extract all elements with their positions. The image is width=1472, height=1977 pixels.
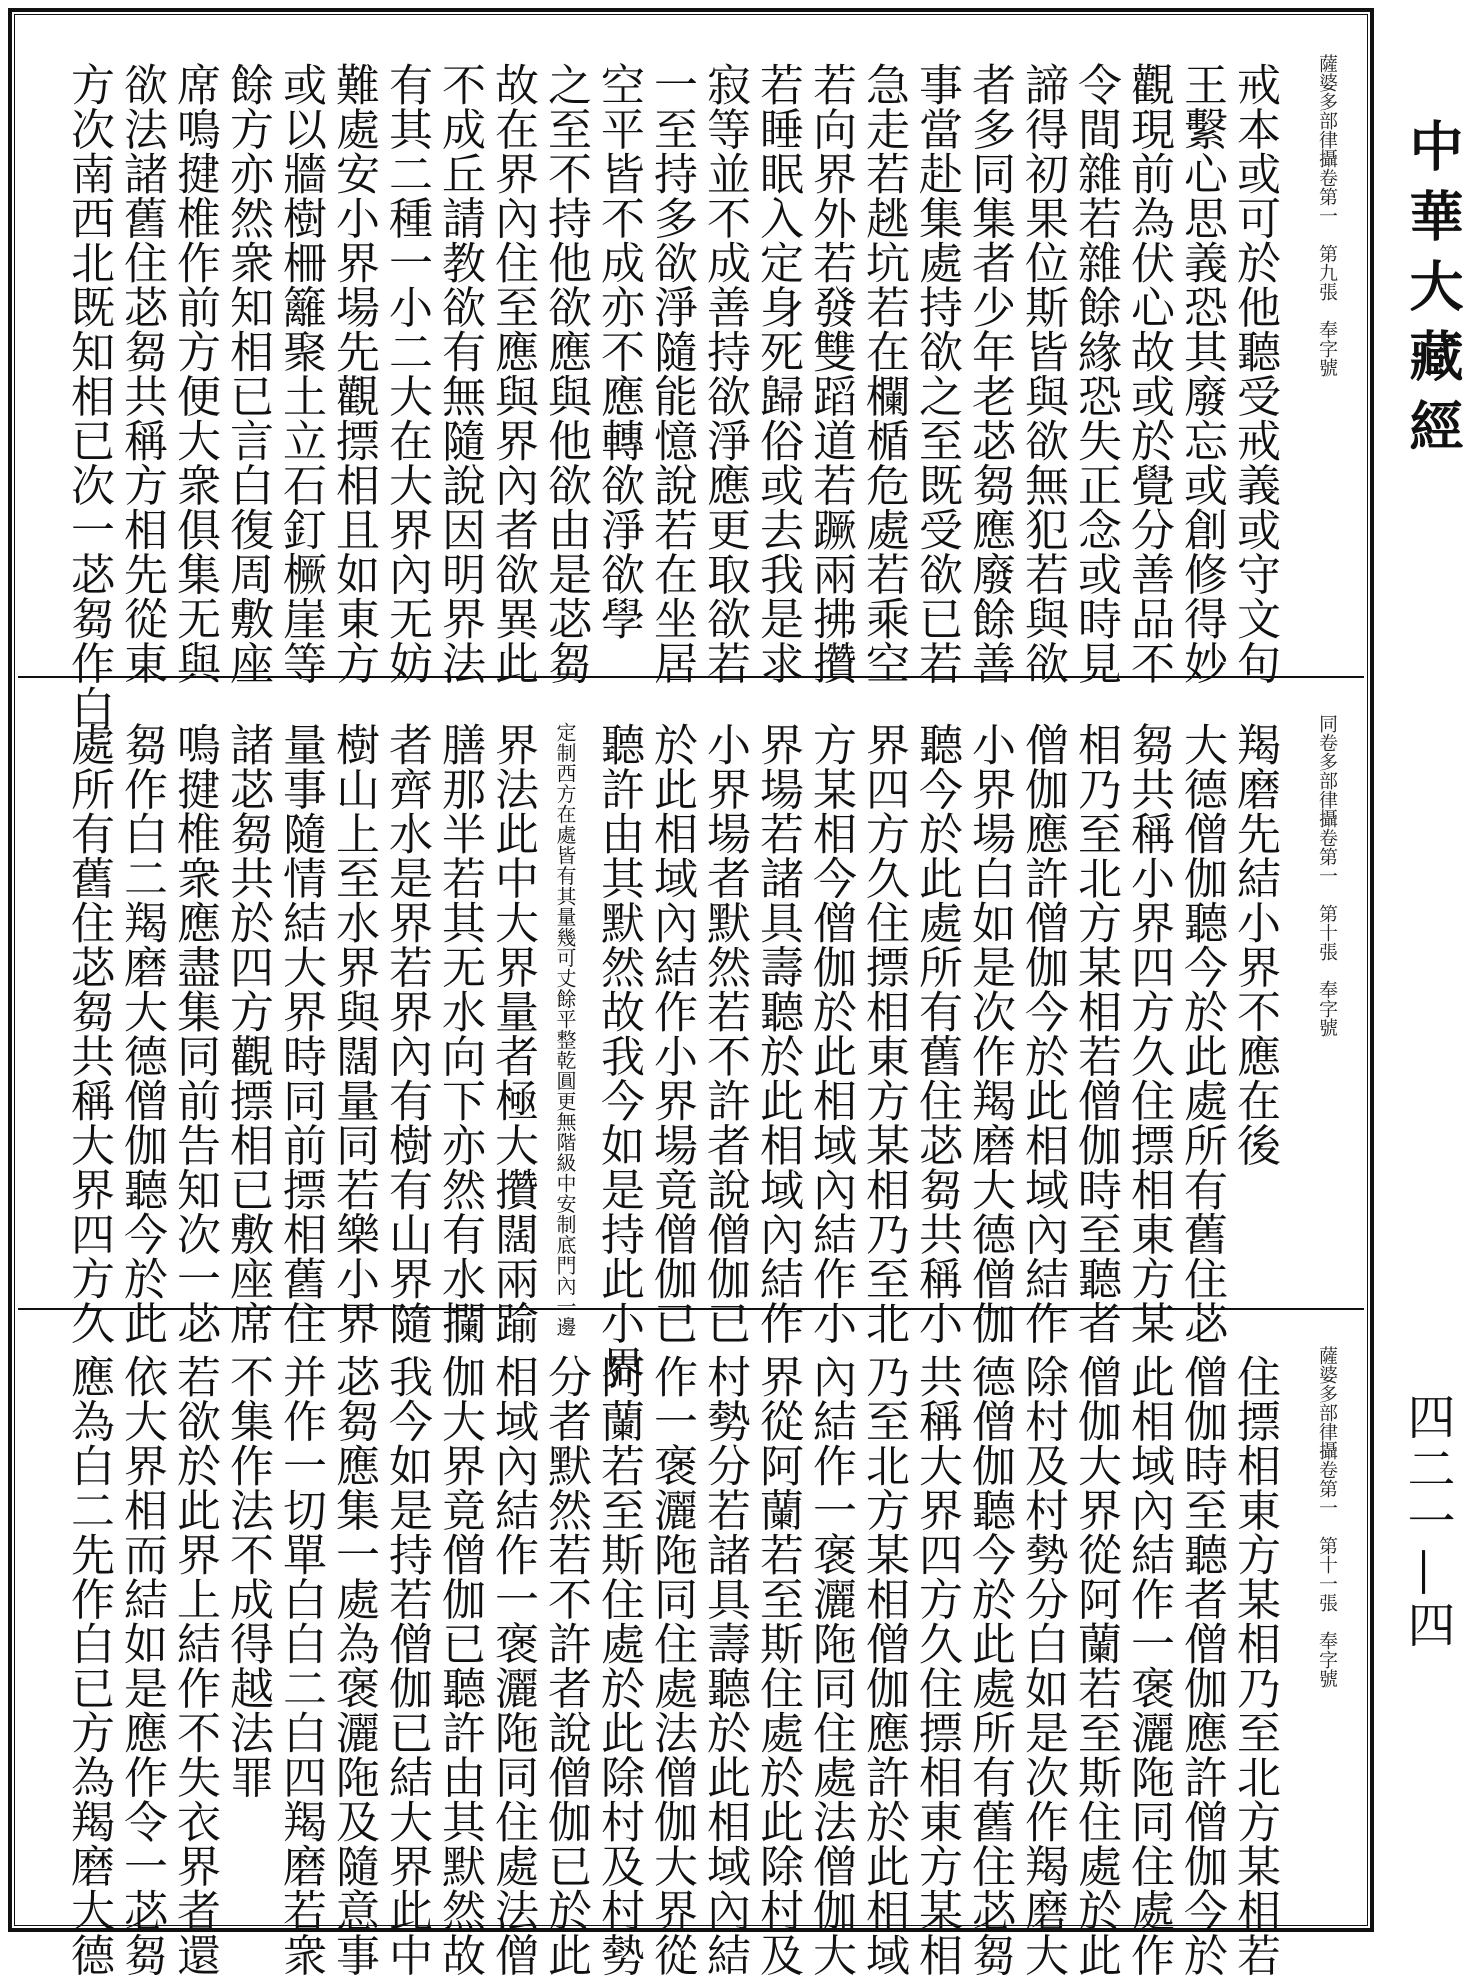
text-column: 小界場白如是次作羯磨大德僧伽 (964, 722, 1015, 1345)
text-column: 小界場者默然若不許者說僧伽已 (699, 722, 750, 1345)
text-column: 我今如是持若僧伽已結大界此中 (381, 1354, 432, 1977)
margin-note: 同卷多部律攝卷第一 第十張 奉字號 (1316, 714, 1338, 1037)
text-column: 王繫心思義恐其廢忘或創修得妙 (1176, 62, 1227, 685)
text-column: 界從阿蘭若至斯住處於此除村及 (752, 1354, 803, 1977)
register-middle (18, 676, 1364, 1390)
text-column: 諦得初果位斯皆與欲無犯若與欲 (1017, 62, 1068, 685)
text-column: 急走若趒坑若在欄楯危處若乘空 (858, 62, 909, 685)
text-column: 界場若諸具壽聽於此相域內結作 (752, 722, 803, 1345)
text-column: 之至不持他欲應與他欲由是苾芻 (540, 62, 591, 685)
text-column: 相乃至北方某相若僧伽時至聽者 (1070, 722, 1121, 1345)
text-column: 村勢分若諸具壽聽於此相域內結 (699, 1354, 750, 1977)
text-column: 有其二種一小二大在大界內无妨 (381, 62, 432, 685)
text-column: 者齊水是界若界內有樹有山界隨 (381, 722, 432, 1345)
text-column: 內結作一褒灑陁同住處法僧伽大 (805, 1354, 856, 1977)
text-column: 定制西方在處皆有其量幾可丈餘平整乾圓更無階級中安制底門內一邊 (553, 722, 577, 1337)
text-column: 若向界外若發雙蹈道若蹶兩拂攢 (805, 62, 856, 685)
text-column: 德僧伽聽今於此處所有舊住苾芻 (964, 1354, 1015, 1977)
text-column: 欲法諸舊住苾芻共稱方相先從東 (116, 62, 167, 685)
register-top (18, 18, 1364, 730)
text-column: 不成丘請教欲有無隨說因明界法 (434, 62, 485, 685)
margin-note: 薩婆多部律攝卷第一 第九張 奉字號 (1316, 54, 1338, 377)
text-column: 此相域內結作一褒灑陁同住處作 (1123, 1354, 1174, 1977)
text-column: 分者默然若不許者說僧伽已於此 (540, 1354, 591, 1977)
text-column: 住摽相東方某相乃至北方某相若 (1229, 1354, 1280, 1977)
text-column: 寂等並不成善持欲淨應更取欲若 (699, 62, 750, 685)
text-column: 依大界相而結如是應作令一苾芻 (116, 1354, 167, 1977)
register-bottom (18, 1308, 1364, 1977)
margin-note: 薩婆多部律攝卷第一 第十一張 奉字號 (1316, 1346, 1338, 1688)
text-column: 聽今於此處所有舊住苾芻共稱小 (911, 722, 962, 1345)
text-column: 芻共稱小界四方久住摽相東方某 (1123, 722, 1174, 1345)
text-column: 僧伽應許僧伽今於此相域內結作 (1017, 722, 1068, 1345)
text-column: 共稱大界四方久住摽相東方某相 (911, 1354, 962, 1977)
text-column: 作一褒灑陁同住處法僧伽大界從 (646, 1354, 697, 1977)
text-column: 鳴揵椎衆應盡集同前告知次一苾 (169, 722, 220, 1345)
text-column: 處所有舊住苾芻共稱大界四方久 (63, 722, 114, 1345)
text-column: 并作一切單白白二白四羯磨若衆 (275, 1354, 326, 1977)
text-column: 不集作法不成得越法罪 (222, 1354, 273, 1799)
text-column: 觀現前為伏心故或於覺分善品不 (1123, 62, 1174, 685)
text-column: 空平皆不成亦不應轉欲淨欲學 (593, 62, 644, 641)
text-column: 乃至北方某相僧伽應許於此相域 (858, 1354, 909, 1977)
text-column: 餘方亦然衆知相已言白復周敷座 (222, 62, 273, 685)
text-column: 或以牆樹柵籬聚土立石釘橛崖等 (275, 62, 326, 685)
page-number: 四二一—四 (1399, 1392, 1455, 1652)
text-column: 大德僧伽聽今於此處所有舊住苾 (1176, 722, 1227, 1345)
text-column: 界四方久住摽相東方某相乃至北 (858, 722, 909, 1345)
text-column: 苾芻應集一處為褒灑陁及隨意事 (328, 1354, 379, 1977)
text-columns (64, 1354, 1278, 1977)
text-column: 故在界內住至應與界內者欲異此 (487, 62, 538, 685)
text-column: 諸苾芻共於四方觀摽相已敷座席 (222, 722, 273, 1345)
text-column: 若睡眠入定身死歸俗或去我是求 (752, 62, 803, 685)
text-column: 量事隨情結大界時同前摽相舊住 (275, 722, 326, 1345)
text-column: 僧伽大界從阿蘭若至斯住處於此 (1070, 1354, 1121, 1977)
text-column: 一至持多欲淨隨能憶說若在坐居 (646, 62, 697, 685)
text-column: 事當赴集處持欲之至既受欲已若 (911, 62, 962, 685)
text-column: 應為白二先作白已方為羯磨大德 (63, 1354, 114, 1977)
text-column: 聽許由其默然故我今如是持此小界 (593, 722, 644, 1390)
text-column: 席鳴揵椎作前方便大衆俱集无與 (169, 62, 220, 685)
text-column: 若欲於此界上結作不失衣界者還 (169, 1354, 220, 1977)
text-column: 樹山上至水界與闊量同若樂小界 (328, 722, 379, 1345)
text-column: 膳那半若其无水向下亦然有水攔 (434, 722, 485, 1345)
text-column: 方次南西北既知相已次一苾芻作白 (63, 62, 114, 730)
text-column: 者多同集者少年老苾芻應廢餘善 (964, 62, 1015, 685)
text-column: 羯磨先結小界不應在後 (1229, 722, 1280, 1167)
text-column: 界法此中大界量者極大攢闊兩踰 (487, 722, 538, 1345)
text-column: 難處安小界場先觀摽相且如東方 (328, 62, 379, 685)
text-columns (64, 722, 1278, 1390)
text-column: 阿蘭若至斯住處於此除村及村勢 (593, 1354, 644, 1977)
text-column: 方某相今僧伽於此相域內結作小 (805, 722, 856, 1345)
text-columns (64, 62, 1278, 730)
text-column: 令間雜若雜餘緣恐失正念或時見 (1070, 62, 1121, 685)
text-column: 除村及村勢分白如是次作羯磨大 (1017, 1354, 1068, 1977)
text-column: 僧伽時至聽者僧伽應許僧伽今於 (1176, 1354, 1227, 1977)
text-column: 戒本或可於他聽受戒義或守文句 (1229, 62, 1280, 685)
text-column: 芻作白二羯磨大德僧伽聽今於此 (116, 722, 167, 1345)
text-column: 伽大界竟僧伽已聽許由其默然故 (434, 1354, 485, 1977)
text-column: 於此相域內結作小界場竟僧伽已 (646, 722, 697, 1345)
collection-title: 中華大藏經 (1401, 118, 1465, 468)
text-column: 相域內結作一褒灑陁同住處法僧 (487, 1354, 538, 1977)
